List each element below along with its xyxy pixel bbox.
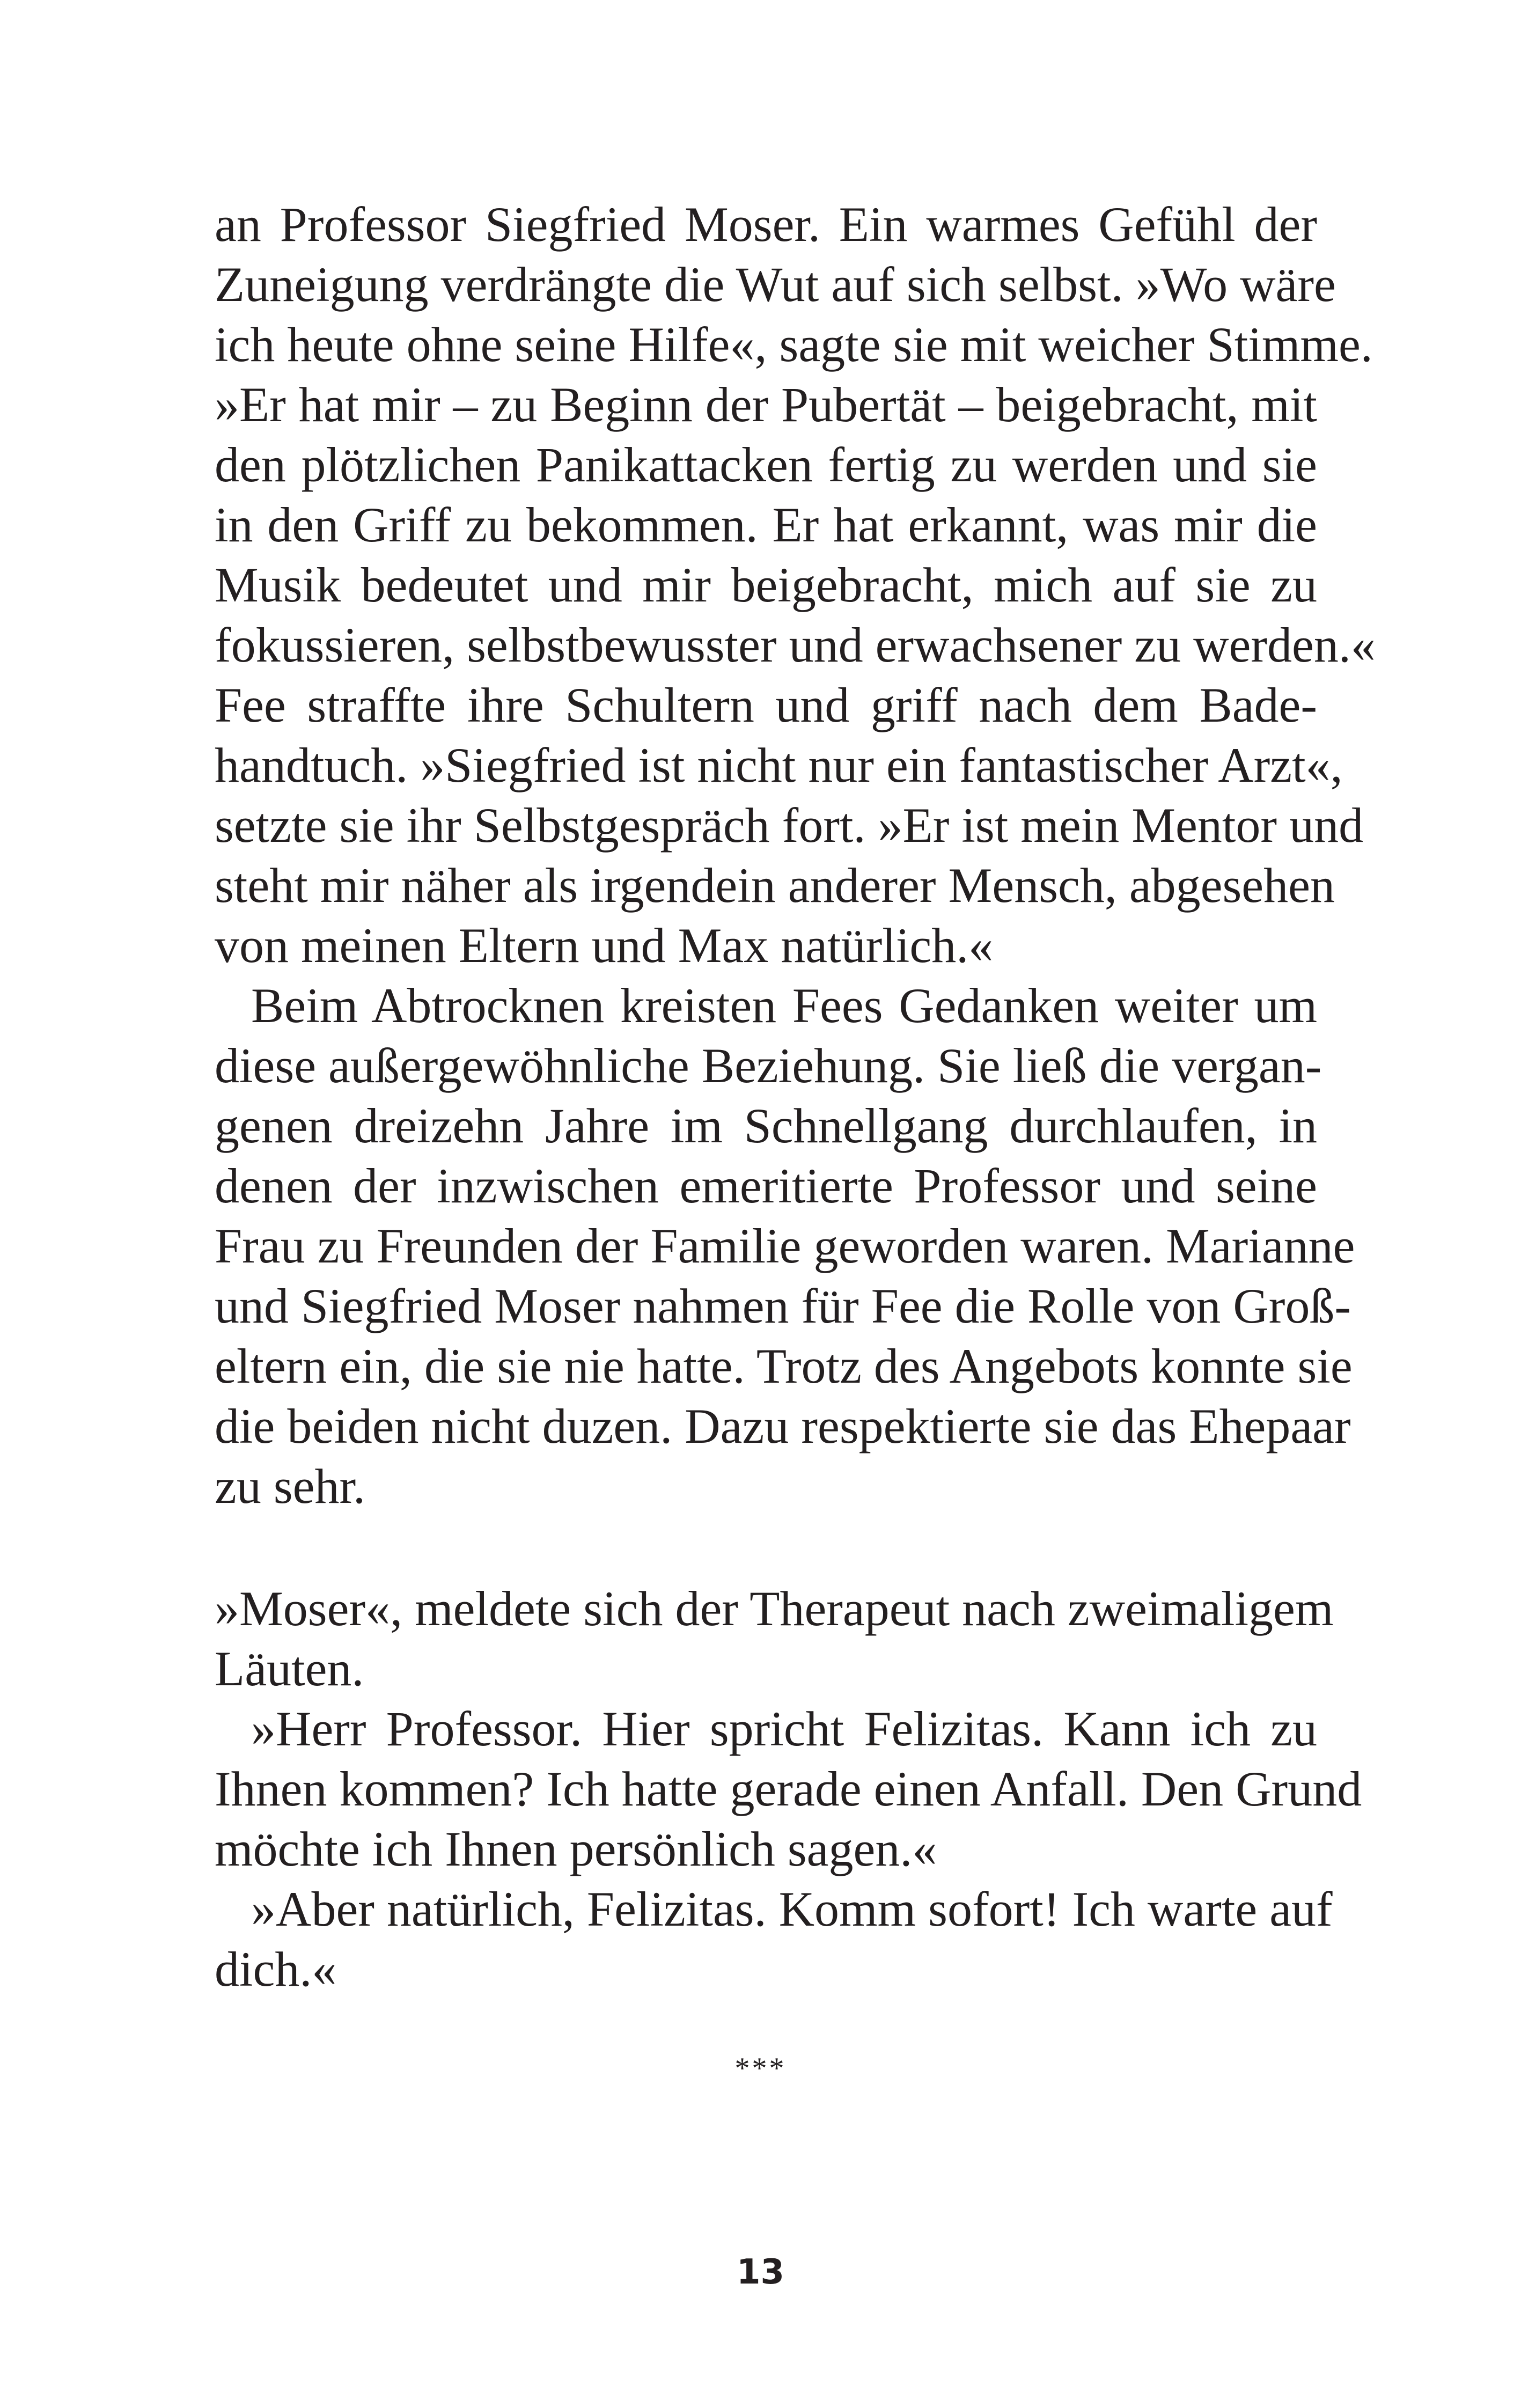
text-line: Beim Abtrocknen kreisten Fees Gedanken weiter um bbox=[251, 978, 1317, 1033]
text-line: an Professor Siegfried Moser. Ein warmes Gefühl der bbox=[215, 197, 1317, 252]
text-line: dich.« bbox=[215, 1942, 337, 1996]
text-line: Musik bedeutet und mir beigebracht, mich auf sie zu bbox=[215, 557, 1317, 612]
text-line: Fee straffte ihre Schultern und griff nach dem Bade- bbox=[215, 678, 1317, 732]
text-line: fokussieren, selbstbewusster und erwachsener zu werden.« bbox=[215, 618, 1376, 672]
text-line: die beiden nicht duzen. Dazu respektierte sie das Ehepaar bbox=[215, 1399, 1351, 1453]
text-line: »Moser«, meldete sich der Therapeut nach zweimaligem bbox=[215, 1581, 1334, 1636]
text-line: ich heute ohne seine Hilfe«, sagte sie mit weicher Stimme. bbox=[215, 317, 1373, 372]
text-line: Ihnen kommen? Ich hatte gerade einen Anfall. Den Grund bbox=[215, 1761, 1362, 1816]
text-line: den plötzlichen Panikattacken fertig zu werden und sie bbox=[215, 437, 1317, 492]
text-line: Frau zu Freunden der Familie geworden waren. Marianne bbox=[215, 1218, 1355, 1273]
text-line: »Er hat mir – zu Beginn der Pubertät – beigebracht, mit bbox=[215, 377, 1317, 432]
text-line: setzte sie ihr Selbstgespräch fort. »Er ist mein Mentor und bbox=[215, 798, 1364, 853]
text-line: und Siegfried Moser nahmen für Fee die Rolle von Groß- bbox=[215, 1279, 1351, 1333]
text-line: handtuch. »Siegfried ist nicht nur ein fantastischer Arzt«, bbox=[215, 738, 1343, 792]
text-line: Zuneigung verdrängte die Wut auf sich selbst. »Wo wäre bbox=[215, 257, 1336, 312]
text-line: steht mir näher als irgendein anderer Mensch, abgesehen bbox=[215, 858, 1335, 913]
paragraph-1 bbox=[215, 194, 1376, 1516]
paragraph-3 bbox=[215, 1579, 1362, 1999]
text-line: denen der inzwischen emeritierte Professor und seine bbox=[215, 1158, 1317, 1213]
section-break: *** bbox=[734, 2052, 787, 2085]
text-line: zu sehr. bbox=[215, 1459, 366, 1514]
text-line: genen dreizehn Jahre im Schnellgang durchlaufen, in bbox=[215, 1098, 1317, 1153]
text-line: in den Griff zu bekommen. Er hat erkannt, was mir die bbox=[215, 497, 1317, 552]
text-line: »Aber natürlich, Felizitas. Komm sofort! Ich warte auf bbox=[251, 1882, 1333, 1936]
text-line: eltern ein, die sie nie hatte. Trotz des Angebots konnte sie bbox=[215, 1339, 1353, 1393]
text-line: »Herr Professor. Hier spricht Felizitas. Kann ich zu bbox=[251, 1701, 1317, 1756]
text-line: von meinen Eltern und Max natürlich.« bbox=[215, 918, 994, 973]
page-number: 13 bbox=[736, 2252, 785, 2292]
text-line: möchte ich Ihnen persönlich sagen.« bbox=[215, 1822, 937, 1876]
text-line: diese außergewöhnliche Beziehung. Sie ließ die vergan- bbox=[215, 1038, 1322, 1093]
text-line: Läuten. bbox=[215, 1641, 364, 1696]
